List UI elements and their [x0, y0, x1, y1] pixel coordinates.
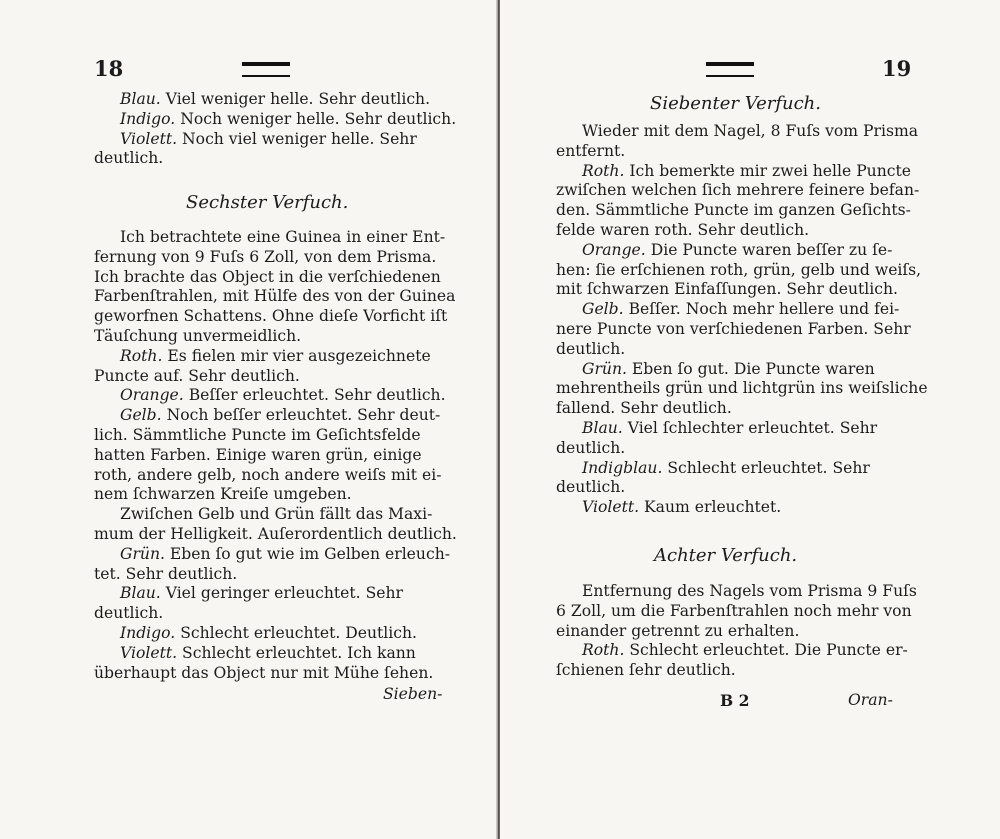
text-line: überhaupt das Object nur mit Mühe ſehen. — [94, 663, 434, 682]
text-line: mehrentheils grün und lichtgrün ins weiſsliche — [556, 379, 928, 398]
text-line: Indigo. Noch weniger helle. Sehr deutlich. — [120, 109, 457, 128]
right-page — [500, 0, 1000, 839]
text-line: 6 Zoll, um die Farbenſtrahlen noch mehr von — [556, 601, 912, 620]
section-heading: Sechster Verfuch. — [186, 192, 349, 213]
text-line: Farbenſtrahlen, mit Hülfe des von der Guinea — [94, 287, 456, 306]
catchword: Oran- — [848, 691, 893, 709]
text-line: Wieder mit dem Nagel, 8 Fuſs vom Prisma — [582, 122, 919, 140]
intro-paragraph — [94, 90, 457, 169]
text-line: fernung von 9 Fuſs 6 Zoll, von dem Prisma. — [94, 247, 437, 266]
text-line: zwiſchen welchen ſich mehrere feinere befan- — [556, 181, 920, 200]
text-line: Grün. Eben ſo gut wie im Gelben erleuch- — [120, 544, 451, 563]
text-line: Zwiſchen Gelb und Grün fällt das Maxi- — [120, 505, 433, 524]
text-line: nem ſchwarzen Kreiſe umgeben. — [94, 485, 352, 504]
text-line: nere Puncte von verſchiedenen Farben. Sehr — [556, 319, 911, 338]
text-line: Indigblau. Schlecht erleuchtet. Sehr — [582, 458, 870, 477]
text-line: Entfernung des Nagels vom Prisma 9 Fuſs — [582, 582, 917, 600]
text-line: Orange. Beſſer erleuchtet. Sehr deutlich. — [120, 386, 446, 405]
text-line: fallend. Sehr deutlich. — [556, 399, 732, 418]
text-line: deutlich. — [556, 478, 626, 497]
signature-mark: B 2 — [720, 691, 750, 710]
text-line: hatten Farben. Einige waren grün, einige — [94, 445, 422, 464]
text-line: deutlich. — [556, 339, 626, 358]
catchword: Sieben- — [383, 685, 443, 703]
text-line: Blau. Viel ſchlechter erleuchtet. Sehr — [582, 418, 878, 437]
section-heading: Siebenter Verfuch. — [650, 93, 821, 114]
text-line: entfernt. — [556, 141, 626, 160]
text-line: mum der Helligkeit. Auſerordentlich deutlich. — [94, 524, 457, 543]
section-body — [94, 228, 457, 683]
text-line: roth, andere gelb, noch andere weiſs mit ei- — [94, 465, 442, 484]
text-line: Roth. Es fielen mir vier ausgezeichnete — [120, 346, 431, 365]
text-line: Gelb. Noch beſſer erleuchtet. Sehr deut- — [120, 406, 441, 425]
text-line: hen: ſie erſchienen roth, grün, gelb und weiſs, — [556, 260, 922, 279]
text-line: Orange. Die Puncte waren beſſer zu ſe- — [582, 240, 893, 259]
text-line: Roth. Ich bemerkte mir zwei helle Puncte — [582, 161, 911, 180]
text-line: deutlich. — [94, 604, 164, 623]
text-line: geworfnen Schattens. Ohne dieſe Vorficht iſt — [94, 307, 448, 326]
text-line: Violett. Noch viel weniger helle. Sehr — [120, 129, 417, 148]
text-line: lich. Sämmtliche Puncte im Geſichtsfelde — [94, 425, 421, 444]
text-line: Grün. Eben ſo gut. Die Puncte waren — [582, 359, 875, 378]
text-line: Violett. Schlecht erleuchtet. Ich kann — [120, 643, 416, 662]
text-line: deutlich. — [556, 438, 626, 457]
text-line: ſchienen ſehr deutlich. — [556, 661, 736, 680]
section-heading: Achter Verfuch. — [654, 545, 798, 566]
header-rule — [706, 62, 754, 77]
text-line: Puncte auf. Sehr deutlich. — [94, 366, 300, 385]
text-line: Täuſchung unvermeidlich. — [94, 326, 302, 345]
text-line: Violett. Kaum erleuchtet. — [582, 498, 782, 517]
text-line: Blau. Viel geringer erleuchtet. Sehr — [120, 584, 403, 603]
page-number: 19 — [882, 56, 912, 81]
text-line: tet. Sehr deutlich. — [94, 564, 238, 583]
header-rule — [242, 62, 290, 77]
section-body — [556, 122, 928, 518]
text-line: Roth. Schlecht erleuchtet. Die Puncte er- — [582, 641, 908, 660]
text-line: Blau. Viel weniger helle. Sehr deutlich. — [120, 90, 431, 108]
text-line: deutlich. — [94, 149, 164, 168]
text-line: Indigo. Schlecht erleuchtet. Deutlich. — [120, 623, 418, 642]
text-line: mit ſchwarzen Einfaſſungen. Sehr deutlich. — [556, 280, 898, 299]
section-body — [556, 582, 917, 681]
left-page — [0, 0, 496, 839]
text-line: Ich brachte das Object in die verſchiedenen — [94, 267, 441, 286]
text-line: Ich betrachtete eine Guinea in einer Ent- — [120, 228, 446, 246]
page-number: 18 — [94, 56, 124, 81]
text-line: den. Sämmtliche Puncte im ganzen Geſichts- — [556, 201, 911, 220]
text-line: einander getrennt zu erhalten. — [556, 621, 800, 640]
text-line: felde waren roth. Sehr deutlich. — [556, 220, 810, 239]
text-line: Gelb. Beſſer. Noch mehr hellere und fei- — [582, 300, 900, 319]
